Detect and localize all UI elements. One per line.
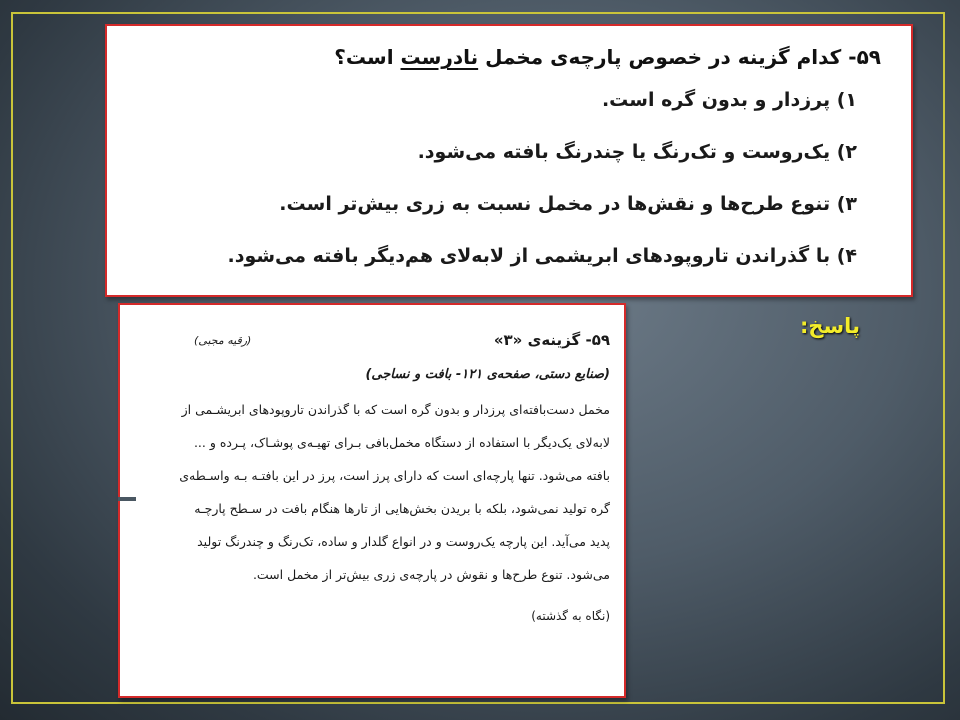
answer-number: ۵۹- گزینه‌ی «۳»	[493, 331, 610, 349]
answer-line: گره تولید نمی‌شود، بلکه با بریدن بخش‌هایی از تارها هنگام بافت در سـطح پارچـه	[194, 501, 610, 516]
answer-author: (رقیه مجبی)	[194, 333, 252, 347]
option-3: ۳) تنوع طرح‌ها و نقش‌ها در مخمل نسبت به زری بیش‌تر است.	[279, 193, 857, 215]
question-box	[105, 24, 913, 297]
box-seam	[118, 497, 136, 501]
question-title: ۵۹- کدام گزینه در خصوص پارچه‌ی مخمل نادرست است؟	[334, 45, 881, 69]
answer-label: پاسخ:	[800, 314, 860, 338]
answer-line: بافته می‌شود. تنها پارچه‌ای است که دارای پرز است، پرز در این بافتـه بـه واسـطه‌ی	[179, 468, 610, 483]
answer-box	[118, 303, 626, 698]
option-2: ۲) یک‌روست و تک‌رنگ یا چندرنگ بافته می‌شود.	[417, 141, 857, 163]
answer-line: می‌شود. تنوع طرح‌ها و نقوش در پارچه‌ی زری بیش‌تر از مخمل است.	[252, 567, 610, 582]
answer-header	[134, 323, 610, 357]
underlined-word: نادرست	[400, 45, 479, 69]
option-1: ۱) پرزدار و بدون گره است.	[601, 89, 857, 111]
answer-line: لابه‌لای یک‌دیگر با استفاده از دستگاه مخمل‌بافی بـرای تهیـه‌ی پوشـاک، پـرده و ...	[193, 435, 610, 450]
option-4: ۴) با گذراندن تاروپودهای ابریشمی از لابه‌لای هم‌دیگر بافته می‌شود.	[227, 245, 857, 267]
answer-line: پدید می‌آید. این پارچه یک‌روست و در انواع گلدار و ساده، تک‌رنگ و چندرنگ تولید	[197, 534, 610, 549]
answer-reference: (صنایع دستی، صفحه‌ی ۱۲۱- بافت و نساجی)	[365, 367, 610, 382]
answer-line: مخمل دست‌بافته‌ای پرزدار و بدون گره است که با گذراندن تاروپودهای ابریشـمی از	[181, 402, 610, 417]
answer-footer: (نگاه به گذشته)	[531, 609, 610, 623]
